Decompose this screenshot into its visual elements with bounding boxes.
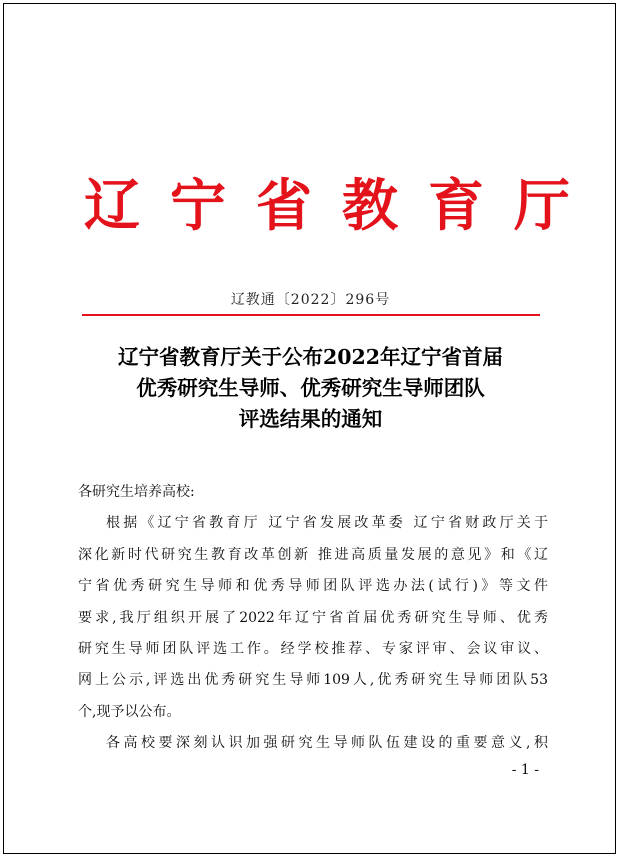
- paragraph-1-line-7: 个,现予以公布。: [78, 703, 181, 720]
- salutation: 各研究生培养高校:: [78, 484, 195, 500]
- notice-body: [78, 477, 548, 760]
- issuing-agency-header: 辽宁省教育厅: [84, 173, 600, 239]
- notice-title: [44, 342, 577, 435]
- red-divider-line: [82, 314, 540, 316]
- paragraph-1-line-6: 网上公示,评选出优秀研究生导师109人,优秀研究生导师团队53: [78, 672, 548, 689]
- title-line-1: 辽宁省教育厅关于公布2022年辽宁省首届: [117, 345, 504, 369]
- paragraph-1-line-2: 深化新时代研究生教育改革创新 推进高质量发展的意见》和《辽: [78, 546, 548, 563]
- paragraph-1-line-5: 研究生导师团队评选工作。经学校推荐、专家评审、会议审议、: [78, 640, 548, 657]
- paragraph-2-line-1: 各高校要深刻认识加强研究生导师队伍建设的重要意义,积: [106, 735, 548, 752]
- document-page: [3, 3, 616, 854]
- title-line-2: 优秀研究生导师、优秀研究生导师团队: [136, 376, 485, 400]
- page-number: - 1 -: [511, 762, 539, 778]
- paragraph-1-line-1: 根据《辽宁省教育厅 辽宁省发展改革委 辽宁省财政厅关于: [106, 515, 548, 532]
- title-line-3: 评选结果的通知: [238, 407, 383, 431]
- paragraph-1-line-4: 要求,我厅组织开展了2022年辽宁省首届优秀研究生导师、优秀: [78, 609, 548, 626]
- document-number: 辽教通〔2022〕296号: [230, 292, 391, 308]
- paragraph-1-line-3: 宁省优秀研究生导师和优秀导师团队评选办法(试行)》等文件: [78, 578, 548, 595]
